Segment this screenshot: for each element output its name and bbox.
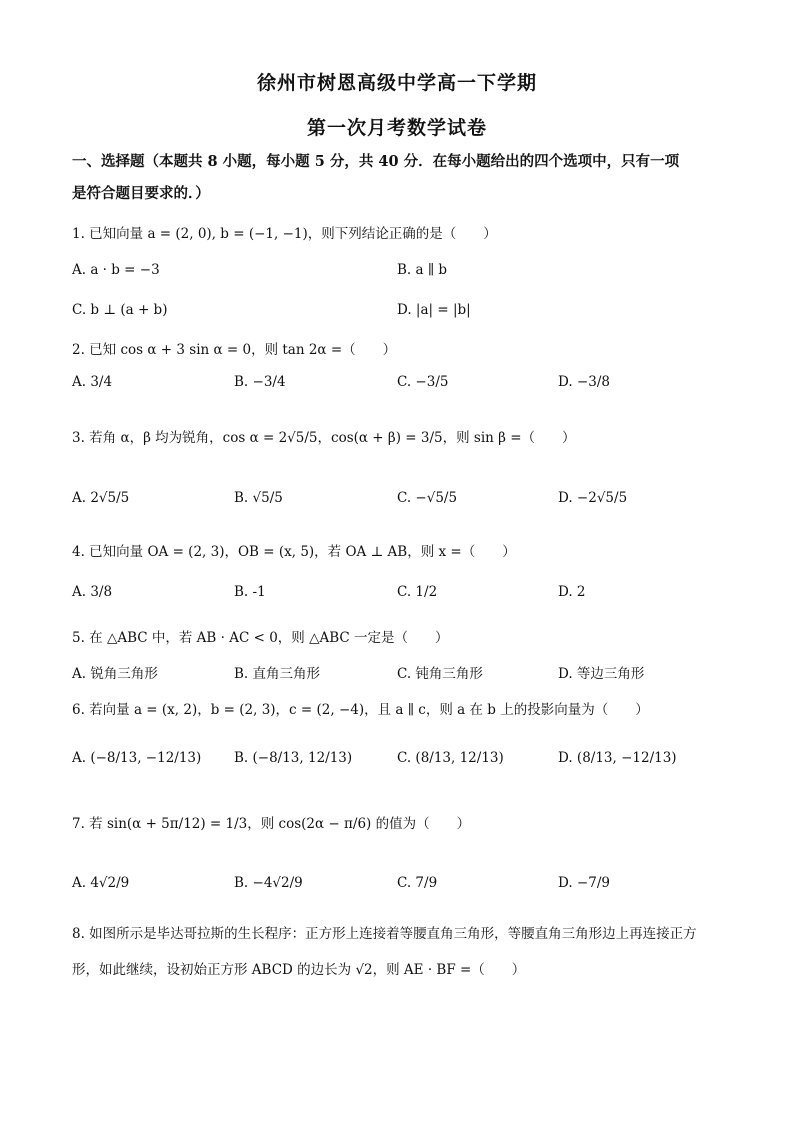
- question-7-option-b[interactable]: B. −4√2/9: [234, 875, 303, 891]
- question-2-option-c[interactable]: C. −3/5: [397, 374, 449, 390]
- question-3-option-a[interactable]: A. 2√5/5: [72, 490, 130, 506]
- question-5-option-a[interactable]: A. 锐角三角形: [72, 666, 158, 682]
- question-4-stem: 4. 已知向量 OA = (2, 3)，OB = (x, 5)，若 OA ⊥ AB，则 x =（ ）: [72, 544, 516, 560]
- question-4-option-b[interactable]: B. -1: [234, 584, 266, 600]
- question-3-option-b[interactable]: B. √5/5: [234, 490, 283, 506]
- question-2-option-a[interactable]: A. 3/4: [72, 374, 113, 390]
- question-1-option-c[interactable]: C. b ⊥ (a + b): [72, 302, 168, 318]
- question-2-option-d[interactable]: D. −3/8: [558, 374, 610, 390]
- question-6-stem: 6. 若向量 a = (x, 2)，b = (2, 3)，c = (2, −4)，且 a ∥ c，则 a 在 b 上的投影向量为（ ）: [72, 702, 649, 718]
- section-heading-line2: 是符合题目要求的．）: [72, 185, 210, 202]
- question-7-option-d[interactable]: D. −7/9: [558, 875, 610, 891]
- question-6-option-d[interactable]: D. (8/13, −12/13): [558, 750, 677, 766]
- question-2-option-b[interactable]: B. −3/4: [234, 374, 286, 390]
- question-5-option-d[interactable]: D. 等边三角形: [558, 666, 645, 682]
- section-heading-line1: 一、选择题（本题共 8 小题，每小题 5 分，共 40 分．在每小题给出的四个选项中，只有一项: [72, 153, 680, 170]
- question-1-option-b[interactable]: B. a ∥ b: [397, 262, 448, 278]
- question-4-option-c[interactable]: C. 1/2: [397, 584, 438, 600]
- exam-title-line1: 徐州市树恩高级中学高一下学期: [256, 72, 537, 94]
- question-1-option-a[interactable]: A. a · b = −3: [72, 262, 160, 278]
- question-6-option-b[interactable]: B. (−8/13, 12/13): [234, 750, 353, 766]
- question-3-stem: 3. 若角 α，β 均为锐角，cos α = 2√5/5，cos(α + β) = 3/5，则 sin β =（ ）: [72, 430, 576, 446]
- question-4-option-a[interactable]: A. 3/8: [72, 584, 113, 600]
- question-3-option-c[interactable]: C. −√5/5: [397, 490, 458, 506]
- question-2-stem: 2. 已知 cos α + 3 sin α = 0，则 tan 2α =（ ）: [72, 342, 397, 358]
- question-6-option-c[interactable]: C. (8/13, 12/13): [397, 750, 504, 766]
- question-8-stem-line2: 形，如此继续，设初始正方形 ABCD 的边长为 √2，则 AE · BF =（ ）: [72, 962, 526, 978]
- exam-title-line2: 第一次月考数学试卷: [306, 117, 487, 139]
- question-5-stem: 5. 在 △ABC 中，若 AB · AC < 0，则 △ABC 一定是（ ）: [72, 630, 449, 646]
- question-5-option-c[interactable]: C. 钝角三角形: [397, 666, 483, 682]
- question-7-stem: 7. 若 sin(α + 5π/12) = 1/3，则 cos(2α − π/6) 的值为（ ）: [72, 816, 471, 832]
- question-8-stem-line1: 8. 如图所示是毕达哥拉斯的生长程序：正方形上连接着等腰直角三角形，等腰直角三角形边上再连接正方: [72, 926, 697, 942]
- question-1-stem: 1. 已知向量 a = (2, 0), b = (−1, −1)，则下列结论正确的是（ ）: [72, 226, 497, 242]
- question-7-option-c[interactable]: C. 7/9: [397, 875, 438, 891]
- question-1-option-d[interactable]: D. |a| = |b|: [397, 302, 471, 318]
- question-7-option-a[interactable]: A. 4√2/9: [72, 875, 130, 891]
- question-3-option-d[interactable]: D. −2√5/5: [558, 490, 628, 506]
- question-4-option-d[interactable]: D. 2: [558, 584, 586, 600]
- question-6-option-a[interactable]: A. (−8/13, −12/13): [72, 750, 202, 766]
- question-5-option-b[interactable]: B. 直角三角形: [234, 666, 321, 682]
